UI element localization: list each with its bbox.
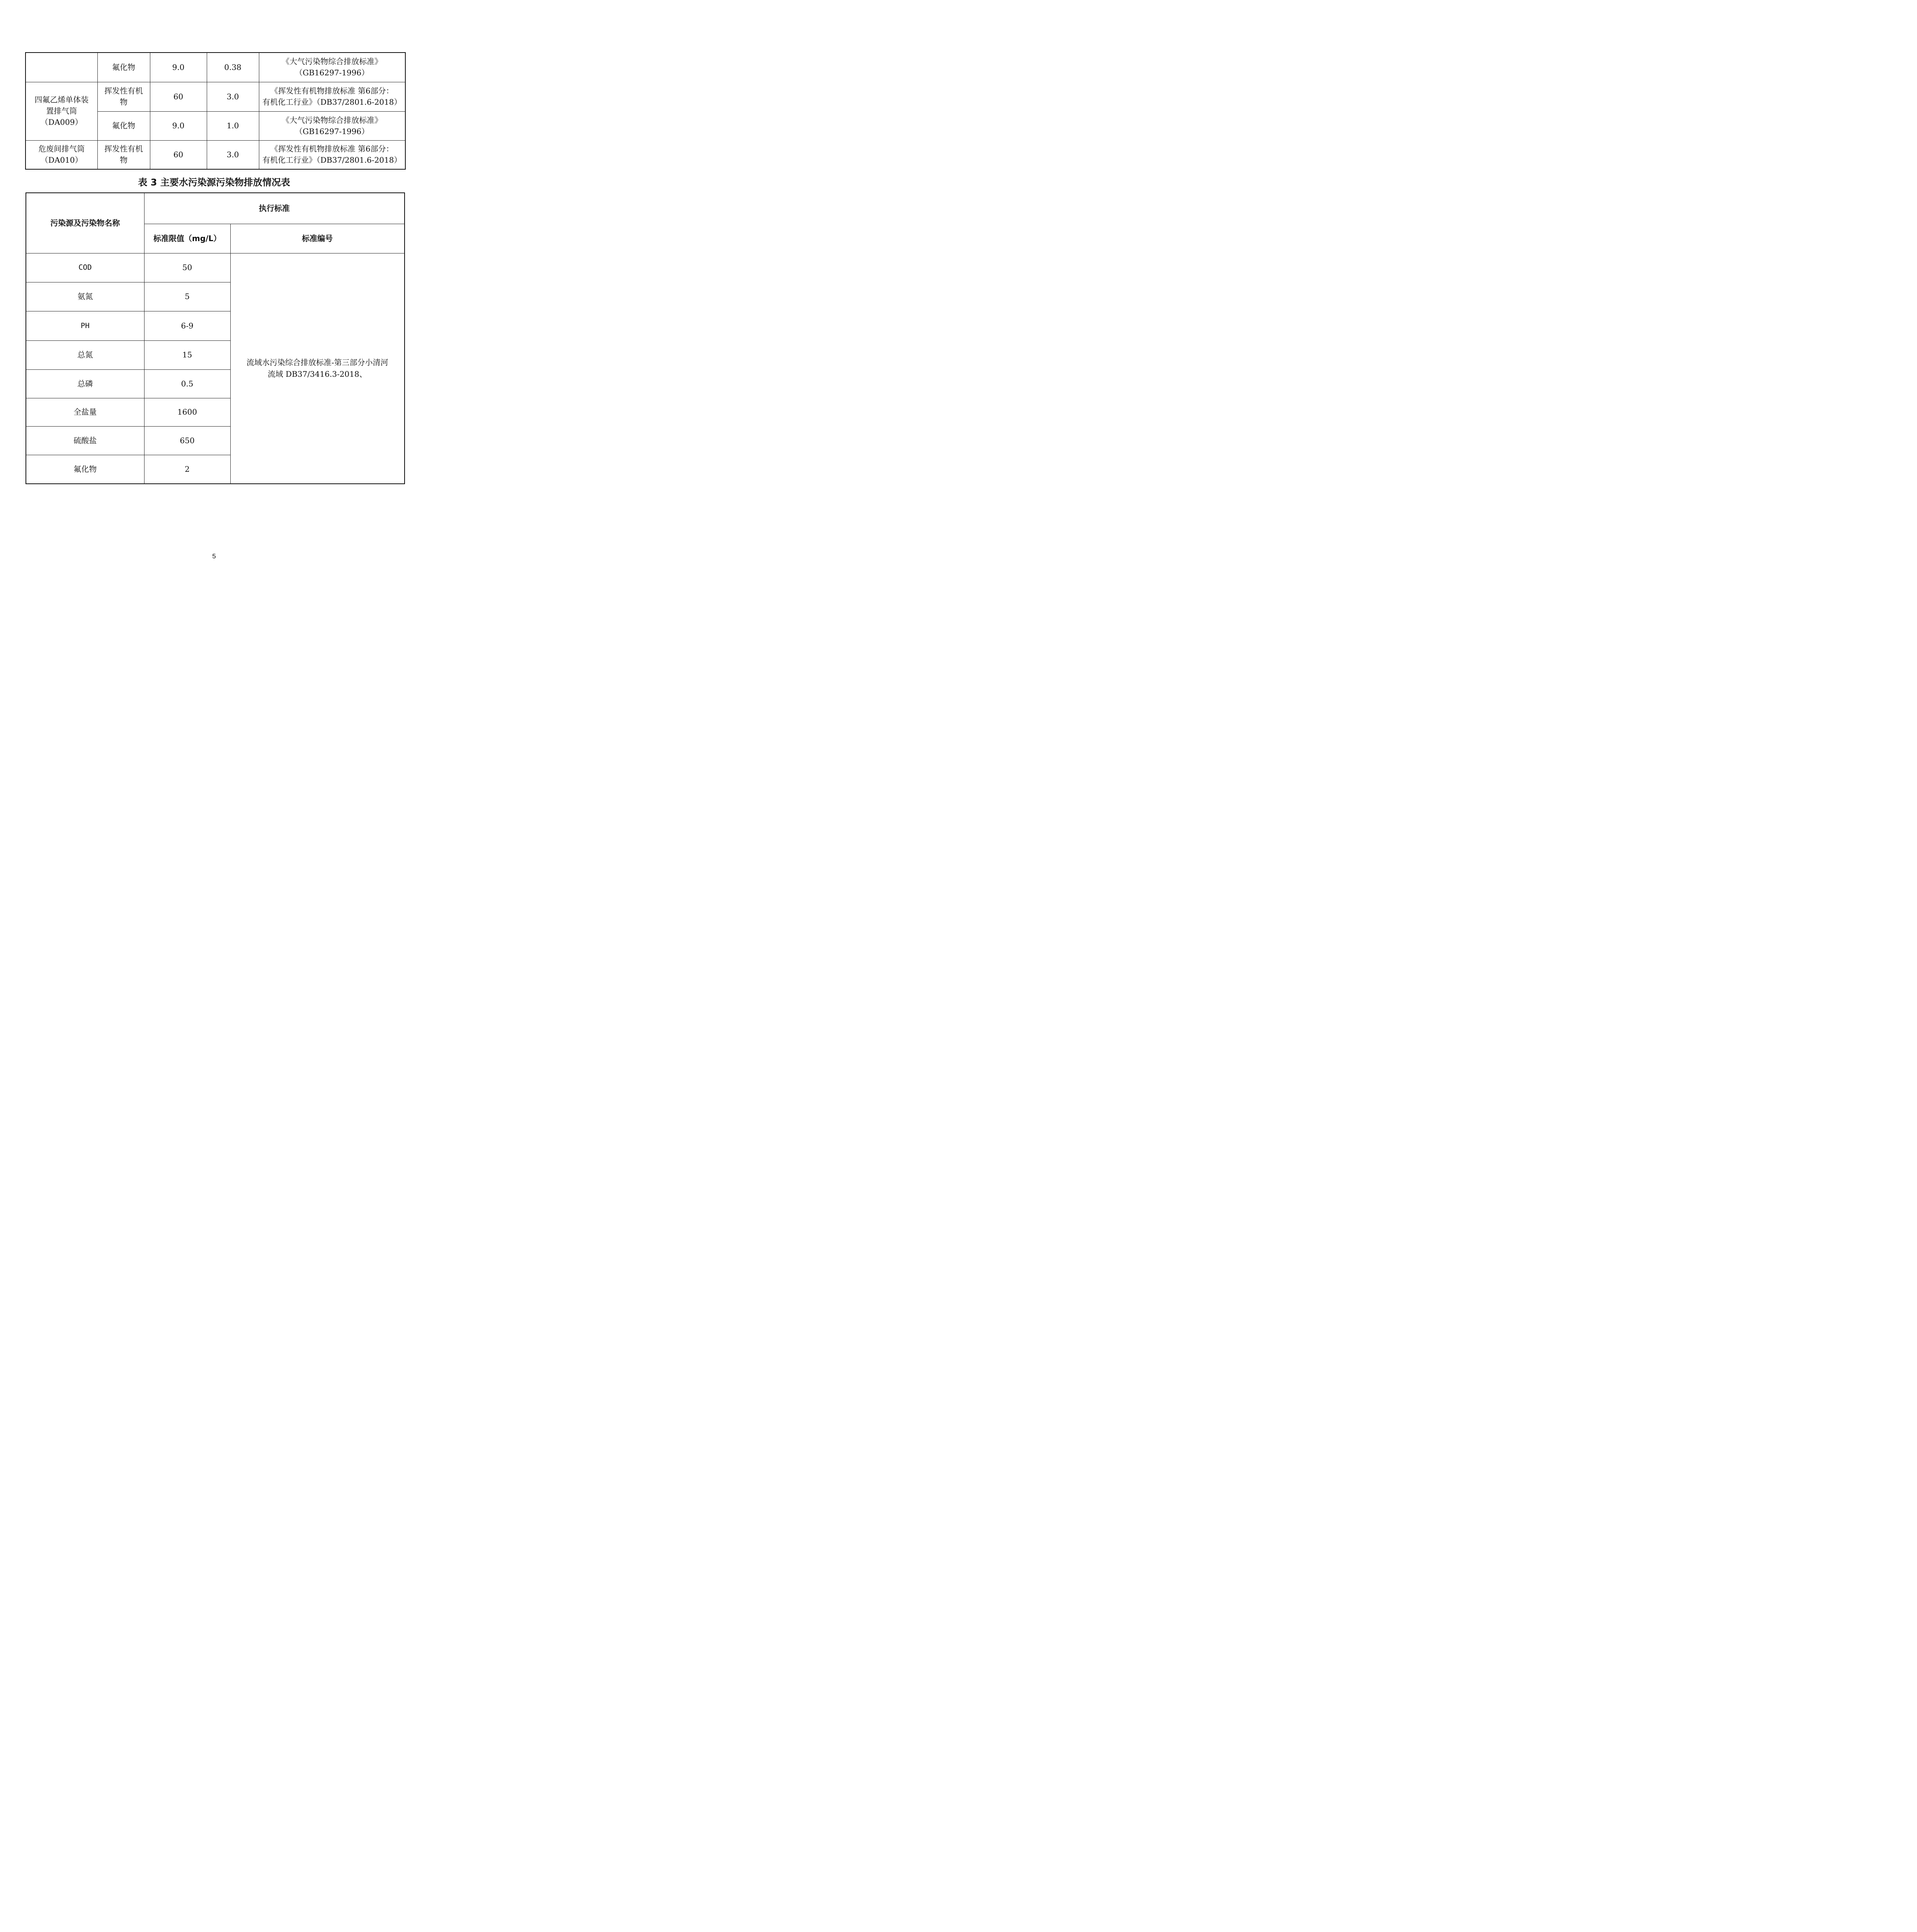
header-row — [26, 193, 405, 224]
header-limit-cell: 标准限值（mg/L） — [144, 224, 230, 253]
pollutant-name-cell: 全盐量 — [26, 398, 144, 426]
table-row — [26, 82, 405, 111]
header-group-cell: 执行标准 — [144, 193, 405, 224]
source-cell: 危废间排气筒 （DA010） — [26, 140, 97, 169]
pollutant-name-cell: COD — [26, 253, 144, 282]
header-name-cell: 污染源及污染物名称 — [26, 193, 144, 253]
pollutant-name-cell: 总磷 — [26, 369, 144, 398]
header-code-cell: 标准编号 — [230, 224, 405, 253]
pollutant-name-cell: PH — [26, 311, 144, 340]
rate-cell: 3.0 — [207, 82, 259, 111]
limit-cell: 15 — [144, 340, 230, 369]
table-row — [26, 140, 405, 169]
table-row — [26, 253, 405, 282]
page-number: 5 — [212, 553, 216, 560]
standard-code-cell: 流域水污染综合排放标准-第三部分小清河 流域 DB37/3416.3-2018、 — [230, 253, 405, 484]
pollutant-cell: 氟化物 — [97, 53, 150, 82]
limit-cell: 1600 — [144, 398, 230, 426]
standard-cell: 《大气污染物综合排放标准》 （GB16297-1996） — [259, 111, 405, 140]
pollutant-name-cell: 氨氮 — [26, 282, 144, 311]
limit-cell: 650 — [144, 426, 230, 455]
table-caption: 表 3 主要水污染源污染物排放情况表 — [138, 177, 290, 188]
pollutant-name-cell: 硫酸盐 — [26, 426, 144, 455]
concentration-cell: 60 — [150, 82, 207, 111]
pollutant-cell: 挥发性有机 物 — [97, 140, 150, 169]
source-cell — [26, 53, 97, 82]
limit-cell: 0.5 — [144, 369, 230, 398]
pollutant-cell: 氟化物 — [97, 111, 150, 140]
limit-cell: 6-9 — [144, 311, 230, 340]
table-row — [26, 53, 405, 82]
limit-cell: 2 — [144, 455, 230, 484]
rate-cell: 3.0 — [207, 140, 259, 169]
concentration-cell: 9.0 — [150, 53, 207, 82]
pollutant-name-cell: 总氮 — [26, 340, 144, 369]
rate-cell: 1.0 — [207, 111, 259, 140]
standard-cell: 《大气污染物综合排放标准》 （GB16297-1996） — [259, 53, 405, 82]
pollutant-cell: 挥发性有机 物 — [97, 82, 150, 111]
concentration-cell: 9.0 — [150, 111, 207, 140]
rate-cell: 0.38 — [207, 53, 259, 82]
concentration-cell: 60 — [150, 140, 207, 169]
water-emission-table — [26, 192, 405, 484]
standard-cell: 《挥发性有机物排放标准 第6部分： 有机化工行业》（DB37/2801.6-2018） — [259, 140, 405, 169]
source-cell: 四氟乙烯单体装 置排气筒 （DA009） — [26, 82, 97, 140]
limit-cell: 5 — [144, 282, 230, 311]
limit-cell: 50 — [144, 253, 230, 282]
standard-cell: 《挥发性有机物排放标准 第6部分： 有机化工行业》（DB37/2801.6-2018） — [259, 82, 405, 111]
air-emission-table — [25, 52, 406, 170]
pollutant-name-cell: 氟化物 — [26, 455, 144, 484]
